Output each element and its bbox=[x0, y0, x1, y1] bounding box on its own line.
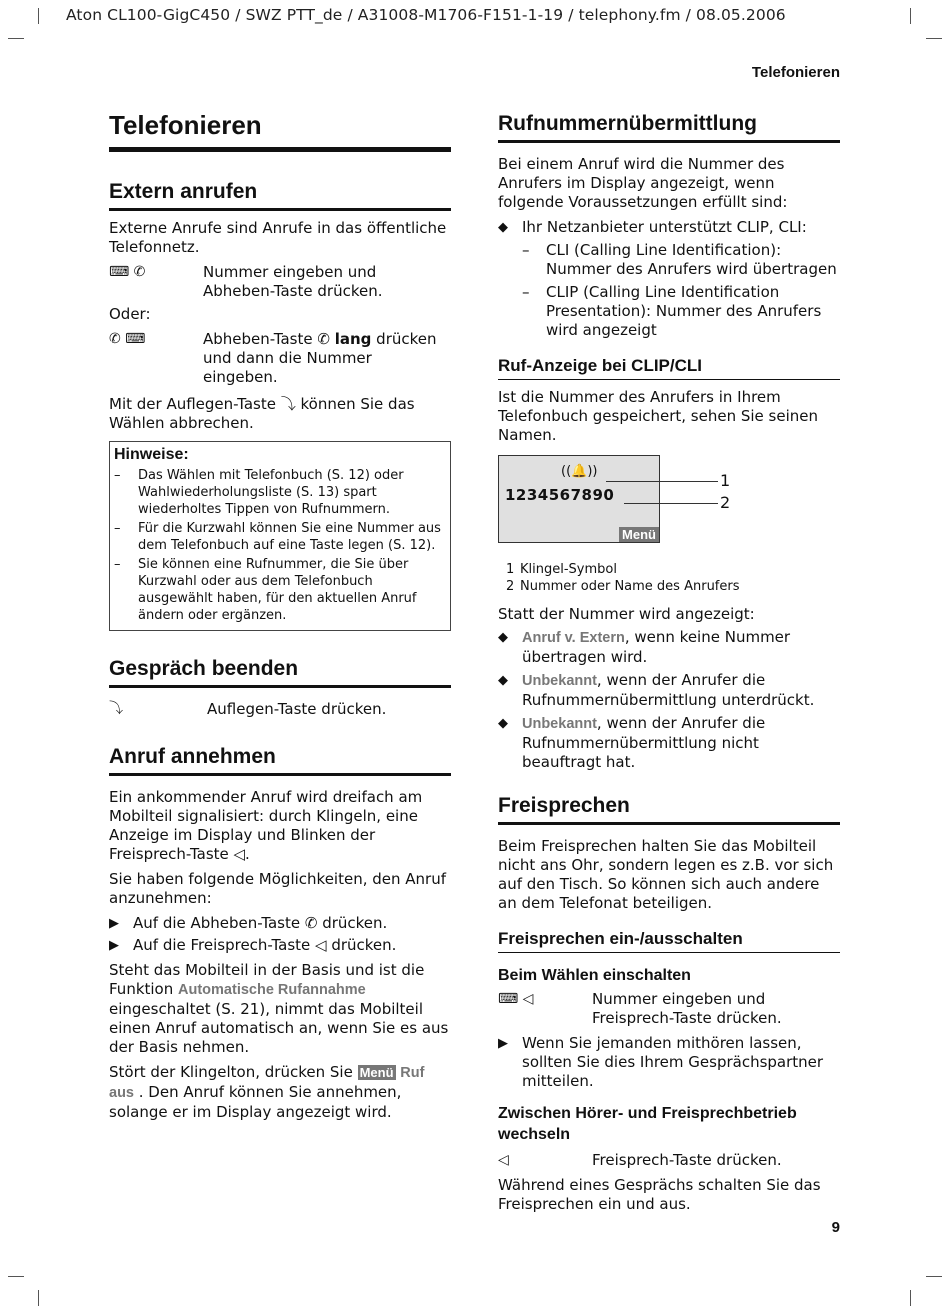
display-text: Anruf v. Extern bbox=[522, 630, 625, 646]
note-item: – Für die Kurzwahl können Sie eine Nummer aus dem Telefonbuch auf eine Taste legen (S. 12). bbox=[114, 520, 444, 554]
sub-list-item: – CLIP (Calling Line Identification Presentation): Nummer des Anrufers wird angezeigt bbox=[498, 283, 840, 340]
heading-anruf-annehmen: Anruf annehmen bbox=[109, 737, 451, 776]
step-dial-handsfree bbox=[498, 990, 840, 1028]
callout-line bbox=[606, 481, 718, 482]
running-header: Aton CL100-GigC450 / SWZ PTT_de / A31008-M1706-F151-1-19 / telephony.fm / 08.05.2006 bbox=[66, 6, 786, 24]
bullet-text bbox=[522, 714, 840, 772]
list-item: ◆ Anruf v. Extern, wenn keine Nummer übertragen wird. bbox=[498, 628, 840, 667]
legend-number: 2 bbox=[506, 579, 515, 594]
hangup-icon: ⤵ bbox=[109, 701, 123, 717]
bullet-text: Wenn Sie jemanden mithören lassen, sollten Sie dies Ihrem Gesprächspartner mitteilen. bbox=[522, 1034, 824, 1090]
step-toggle-handsfree bbox=[498, 1151, 840, 1170]
crop-mark bbox=[38, 1290, 39, 1306]
heading-gespraech-beenden: Gespräch beenden bbox=[109, 649, 451, 688]
legend-item bbox=[506, 561, 840, 578]
crop-mark bbox=[910, 1290, 911, 1306]
text-a: Steht das Mobilteil in der Basis und ist die Funktion bbox=[109, 961, 425, 998]
display-text: Automatische Rufannahme bbox=[178, 982, 366, 998]
step-hangup bbox=[109, 700, 451, 719]
note-item: – Das Wählen mit Telefonbuch (S. 12) oder Wahlwiederholungsliste (S. 13) spart wiederholtes Tippen von Rufnummern. bbox=[114, 467, 444, 518]
display-illustration bbox=[498, 455, 840, 555]
step-dial-then-talk bbox=[109, 263, 451, 301]
list-item: ◆ Ihr Netzanbieter unterstützt CLIP, CLI: bbox=[498, 218, 807, 236]
heading-beim-waehlen: Beim Wählen einschalten bbox=[498, 967, 691, 984]
legend-item bbox=[506, 578, 840, 595]
rufnummer-p1: Bei einem Anruf wird die Nummer des Anrufers im Display angezeigt, wenn folgende Voraussetzungen erfüllt sind: bbox=[498, 155, 788, 211]
note-text: Das Wählen mit Telefonbuch (S. 12) oder Wahlwiederholungsliste (S. 13) spart wiederholtes Tippen von Rufnummern. bbox=[138, 468, 404, 517]
heading-extern-anrufen: Extern anrufen bbox=[109, 172, 451, 211]
heading-rufnummernuebermittlung: Rufnummernübermittlung bbox=[498, 104, 840, 143]
anzeige-p1: Ist die Nummer des Anrufers in Ihrem Telefonbuch gespeichert, sehen Sie seinen Namen. bbox=[498, 388, 818, 444]
speaker-icon: ◁ bbox=[498, 1152, 509, 1168]
text-b: . Den Anruf können Sie annehmen, solange er im Display angezeigt wird. bbox=[109, 1083, 402, 1121]
note-text: Sie können eine Rufnummer, die Sie über Kurzwahl oder aus dem Telefonbuch ausgewählt haben, für den aktuellen Anruf ändern oder ergänzen. bbox=[138, 557, 417, 623]
right-column bbox=[498, 104, 840, 1214]
keypad-talk-icon: ⌨ ✆ bbox=[109, 264, 146, 280]
caller-number: 1234567890 bbox=[505, 486, 615, 504]
menu-key: Menü bbox=[359, 1065, 394, 1080]
sub-text: CLIP (Calling Line Identification Presentation): Nummer des Anrufers wird angezeigt bbox=[546, 283, 822, 339]
crop-mark bbox=[910, 8, 911, 24]
note-item: – Sie können eine Rufnummer, die Sie über Kurzwahl oder aus dem Telefonbuch ausgewählt haben, für den aktuellen Anruf ändern oder ergänzen. bbox=[114, 556, 444, 624]
list-item: ▶ Auf die Freisprech-Taste ◁ drücken. bbox=[109, 936, 397, 954]
step-text: Nummer eingeben und Abheben-Taste drücken. bbox=[203, 263, 383, 300]
legend-text: Nummer oder Name des Anrufers bbox=[520, 579, 740, 594]
extern-intro: Externe Anrufe sind Anrufe in das öffentliche Telefonnetz. bbox=[109, 219, 447, 256]
heading-zwischen-hoerer: Zwischen Hörer- und Freisprechbetrieb wechseln bbox=[498, 1105, 797, 1143]
heading-ruf-anzeige: Ruf-Anzeige bei CLIP/CLI bbox=[498, 350, 840, 380]
bullet-text: Auf die Freisprech-Taste ◁ drücken. bbox=[133, 936, 397, 954]
handset-display bbox=[498, 455, 660, 543]
sub-list-item: – CLI (Calling Line Identification): Nummer des Anrufers wird übertragen bbox=[498, 241, 840, 279]
list-item: ▶ Auf die Abheben-Taste ✆ drücken. bbox=[109, 914, 388, 932]
display-text: Unbekannt bbox=[522, 716, 597, 732]
bullet-rest: , wenn der Anrufer die Rufnummernübermittlung unterdrückt. bbox=[522, 671, 815, 709]
crop-mark bbox=[8, 1276, 24, 1277]
display-menu-key: Menü bbox=[619, 527, 659, 542]
anzeige-p2: Statt der Nummer wird angezeigt: bbox=[498, 605, 755, 623]
list-item: ◆ Unbekannt, wenn der Anrufer die Rufnummernübermittlung unterdrückt. bbox=[498, 671, 840, 710]
notes-title: Hinweise: bbox=[114, 446, 189, 463]
list-item: ▶ Wenn Sie jemanden mithören lassen, sollten Sie dies Ihrem Gesprächspartner mitteilen. bbox=[498, 1034, 840, 1091]
display-legend bbox=[498, 561, 840, 595]
annehmen-p3 bbox=[109, 961, 451, 1057]
annehmen-p4 bbox=[109, 1063, 451, 1122]
left-column bbox=[109, 104, 451, 1122]
step-talk-then-dial bbox=[109, 330, 451, 387]
page-number: 9 bbox=[831, 1219, 840, 1236]
crop-mark bbox=[926, 1276, 942, 1277]
step-text-b: drücken und dann die Nummer eingeben. bbox=[203, 330, 437, 386]
crop-mark bbox=[8, 38, 24, 39]
note-text: Für die Kurzwahl können Sie eine Nummer aus dem Telefonbuch auf eine Taste legen (S. 12). bbox=[138, 521, 441, 553]
callout-number: 1 bbox=[720, 471, 731, 490]
display-text: Unbekannt bbox=[522, 673, 597, 689]
display-text: Ruf aus bbox=[109, 1065, 425, 1101]
section-title: Telefonieren bbox=[751, 64, 840, 81]
text-b: eingeschaltet (S. 21), nimmt das Mobilteil einen Anruf automatisch an, wenn Sie es aus der Basis nehmen. bbox=[109, 1000, 449, 1056]
talk-keypad-icon: ✆ ⌨ bbox=[109, 331, 146, 347]
step-text bbox=[203, 330, 451, 387]
annehmen-p2: Sie haben folgende Möglichkeiten, den Anruf anzunehmen: bbox=[109, 870, 446, 907]
callout-number: 2 bbox=[720, 493, 731, 512]
text-a: Stört der Klingelton, drücken Sie bbox=[109, 1063, 358, 1081]
notes-box bbox=[109, 441, 451, 631]
oder-label: Oder: bbox=[109, 305, 151, 323]
freisprechen-p2: Während eines Gesprächs schalten Sie das Freisprechen ein und aus. bbox=[498, 1176, 821, 1213]
step-text: Freisprech-Taste drücken. bbox=[592, 1151, 782, 1169]
heading-freisprechen: Freisprechen bbox=[498, 786, 840, 825]
annehmen-p1: Ein ankommender Anruf wird dreifach am Mobilteil signalisiert: durch Klingeln, eine Anzeige im Display und Blinken der Freisprech-Taste ◁. bbox=[109, 788, 423, 863]
page-title: Telefonieren bbox=[109, 104, 451, 152]
heading-freisprechen-ein-aus: Freisprechen ein-/ausschalten bbox=[498, 923, 840, 953]
cancel-text: Mit der Auflegen-Taste ⤵ können Sie das Wählen abbrechen. bbox=[109, 395, 415, 432]
crop-mark bbox=[38, 8, 39, 24]
step-text-bold: lang bbox=[334, 330, 372, 348]
keypad-speaker-icon: ⌨ ◁ bbox=[498, 991, 534, 1007]
bullet-rest: , wenn der Anrufer die Rufnummernübermittlung nicht beauftragt hat. bbox=[522, 714, 766, 771]
ring-icon: ((🔔)) bbox=[561, 464, 598, 479]
legend-number: 1 bbox=[506, 562, 515, 577]
crop-mark bbox=[926, 38, 942, 39]
step-text-a: Abheben-Taste ✆ bbox=[203, 330, 335, 348]
list-item: ◆ Unbekannt, wenn der Anrufer die Rufnummernübermittlung nicht beauftragt hat. bbox=[498, 714, 840, 772]
callout-line bbox=[624, 503, 718, 504]
bullet-text bbox=[522, 671, 840, 710]
bullet-text: Auf die Abheben-Taste ✆ drücken. bbox=[133, 914, 388, 932]
sub-text: CLI (Calling Line Identification): Nummer des Anrufers wird übertragen bbox=[546, 241, 837, 278]
legend-text: Klingel-Symbol bbox=[520, 562, 617, 577]
step-text: Auflegen-Taste drücken. bbox=[207, 700, 387, 718]
step-text: Nummer eingeben und Freisprech-Taste drücken. bbox=[592, 990, 782, 1027]
bullet-text: Ihr Netzanbieter unterstützt CLIP, CLI: bbox=[522, 218, 807, 236]
freisprechen-p1: Beim Freisprechen halten Sie das Mobilteil nicht ans Ohr, sondern legen es z.B. vor sich auf den Tisch. So können sich auch andere an dem Telefonat beteiligen. bbox=[498, 837, 834, 912]
bullet-rest: , wenn keine Nummer übertragen wird. bbox=[522, 628, 791, 666]
bullet-text bbox=[522, 628, 840, 667]
